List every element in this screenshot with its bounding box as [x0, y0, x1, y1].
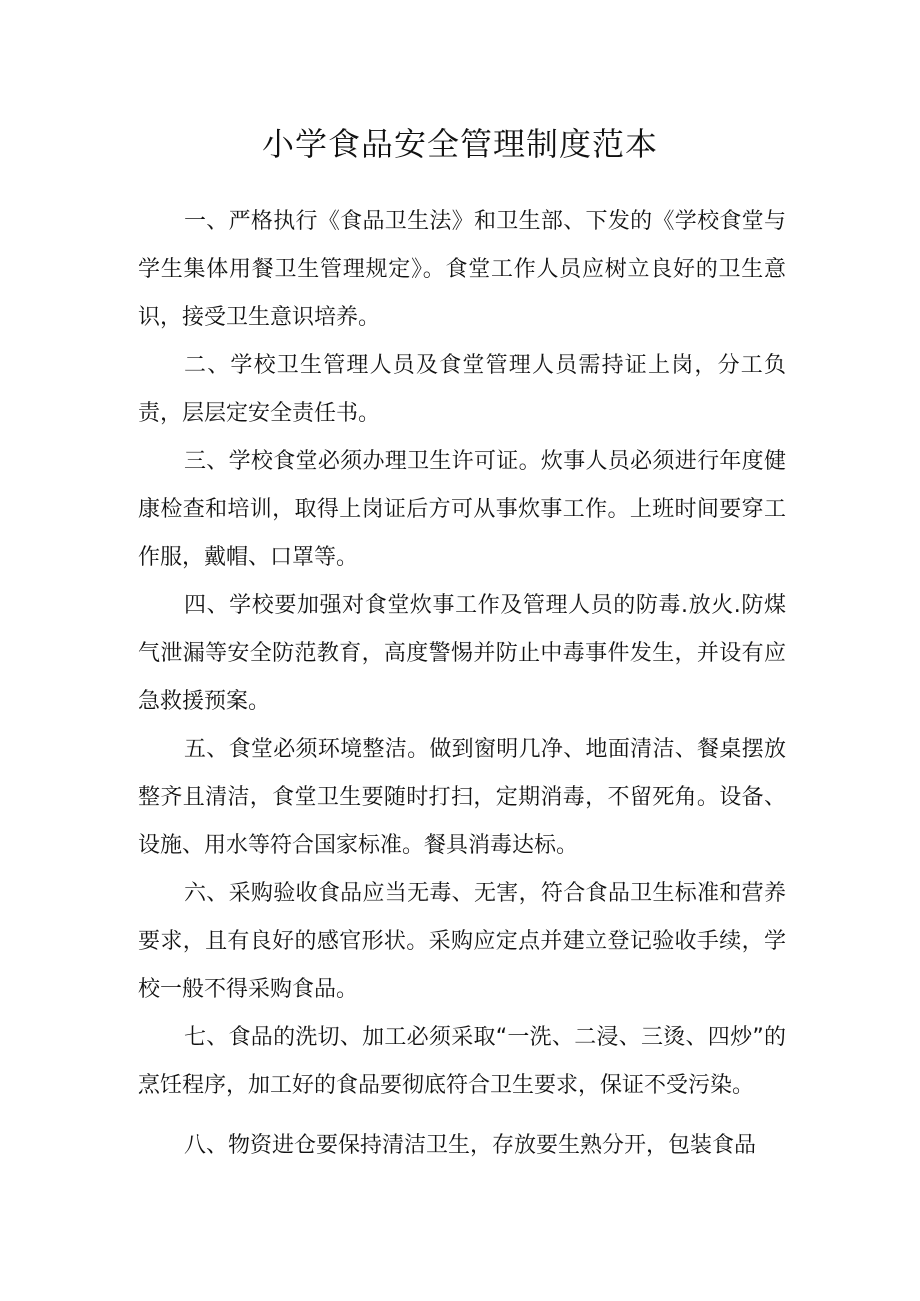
paragraph-3: 三、学校食堂必须办理卫生许可证。炊事人员必须进行年度健康检查和培训，取得上岗证后方可从事炊事工作。上班时间要穿工作服，戴帽、口罩等。 — [138, 449, 786, 570]
document-title: 小学食品安全管理制度范本 — [261, 125, 658, 163]
paragraph-1: 一、严格执行《食品卫生法》和卫生部、下发的《学校食堂与学生集体用餐卫生管理规定》。食堂工作人员应树立良好的卫生意识，接受卫生意识培养。 — [138, 209, 786, 330]
paragraph-7: 七、食品的洗切、加工必须采取“一洗、二浸、三烫、四炒”的烹饪程序，加工好的食品要彻底符合卫生要求，保证不受污染。 — [138, 1025, 787, 1098]
paragraph-5: 五、食堂必须环境整洁。做到窗明几净、地面清洁、餐桌摆放整齐且清洁，食堂卫生要随时打扫，定期消毒，不留死角。设备、设施、用水等符合国家标准。餐具消毒达标。 — [138, 737, 786, 858]
paragraph-4: 四、学校要加强对食堂炊事工作及管理人员的防毒.放火.防煤气泄漏等安全防范教育，高度警惕并防止中毒事件发生，并设有应急救援预案。 — [138, 593, 786, 714]
paragraph-2: 二、学校卫生管理人员及食堂管理人员需持证上岗，分工负责，层层定安全责任书。 — [138, 353, 786, 426]
document-body — [138, 198, 786, 1170]
paragraph-8: 八、物资进仓要保持清洁卫生，存放要生熟分开，包装食品 — [184, 1133, 757, 1158]
paragraph-6: 六、采购验收食品应当无毒、无害，符合食品卫生标准和营养要求，且有良好的感官形状。采购应定点并建立登记验收手续，学校一般不得采购食品。 — [138, 881, 786, 1002]
